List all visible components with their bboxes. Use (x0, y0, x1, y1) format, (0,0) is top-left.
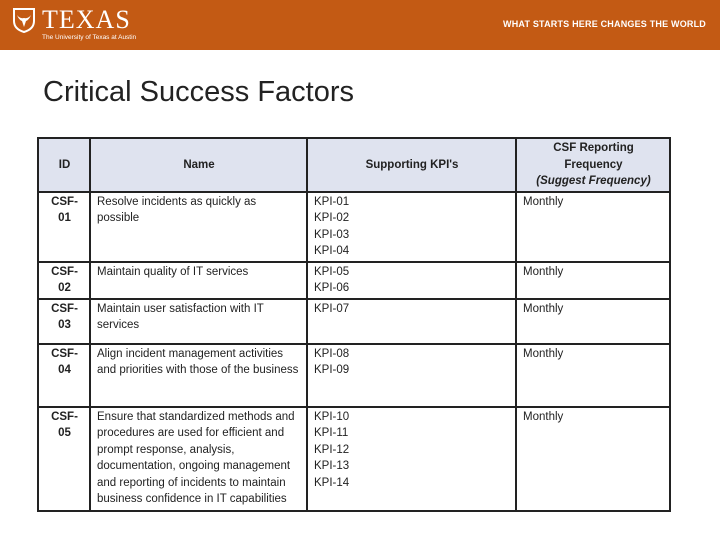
logo-wordmark: TEXAS (42, 5, 131, 34)
csf-id: CSF-02 (38, 262, 90, 299)
kpi-item: KPI-08 (314, 347, 350, 360)
header-kpis: Supporting KPI's (307, 138, 516, 192)
longhorn-seal-icon (12, 7, 36, 33)
csf-frequency: Monthly (516, 407, 670, 511)
kpi-item: KPI-03 (314, 228, 350, 241)
csf-frequency: Monthly (516, 262, 670, 299)
table-row (38, 344, 670, 407)
kpi-item: KPI-01 (314, 195, 350, 208)
csf-name: Maintain quality of IT services (90, 262, 307, 299)
table-header-row (38, 138, 670, 192)
table-row (38, 299, 670, 344)
kpi-item: KPI-10 (314, 410, 350, 423)
kpi-item: KPI-02 (314, 212, 350, 224)
header-frequency: CSF Reporting Frequency (Suggest Frequency) (516, 138, 670, 192)
csf-frequency: Monthly (516, 192, 670, 262)
header-name: Name (90, 138, 307, 192)
kpi-item: KPI-09 (314, 364, 350, 376)
ut-logo (12, 7, 136, 42)
csf-name: Maintain user satisfaction with IT services (90, 299, 307, 344)
kpi-item: KPI-06 (314, 282, 350, 294)
csf-frequency: Monthly (516, 299, 670, 344)
logo-subtitle: The University of Texas at Austin (42, 34, 137, 41)
csf-name: Ensure that standardized methods and procedures are used for efficient and prompt response, analysis, documentation, ongoing management and reporting of incidents to maintain business confidence in IT capabilities (90, 407, 307, 511)
kpi-item: KPI-04 (314, 245, 350, 257)
table-row (38, 407, 670, 511)
table-row (38, 262, 670, 299)
csf-id: CSF-03 (38, 299, 90, 344)
csf-id: CSF-04 (38, 344, 90, 407)
header-id: ID (38, 138, 90, 192)
kpi-item: KPI-13 (314, 460, 350, 472)
csf-table (37, 137, 671, 512)
kpi-item: KPI-12 (314, 443, 350, 456)
tagline: WHAT STARTS HERE CHANGES THE WORLD (503, 19, 706, 29)
csf-id: CSF-05 (38, 407, 90, 511)
kpi-item: KPI-11 (314, 427, 349, 439)
csf-id: CSF-01 (38, 192, 90, 262)
csf-name: Resolve incidents as quickly as possible (90, 192, 307, 262)
kpi-item: KPI-07 (314, 302, 350, 315)
slide-title: Critical Success Factors (43, 76, 355, 108)
csf-kpis (307, 344, 516, 407)
kpi-item: KPI-05 (314, 265, 350, 278)
kpi-item: KPI-14 (314, 476, 350, 489)
csf-kpis (307, 299, 516, 344)
header-bar (0, 0, 720, 50)
csf-kpis (307, 192, 516, 262)
csf-kpis (307, 262, 516, 299)
table-row (38, 192, 670, 262)
csf-frequency: Monthly (516, 344, 670, 407)
csf-name: Align incident management activities and priorities with those of the business (90, 344, 307, 407)
csf-kpis (307, 407, 516, 511)
